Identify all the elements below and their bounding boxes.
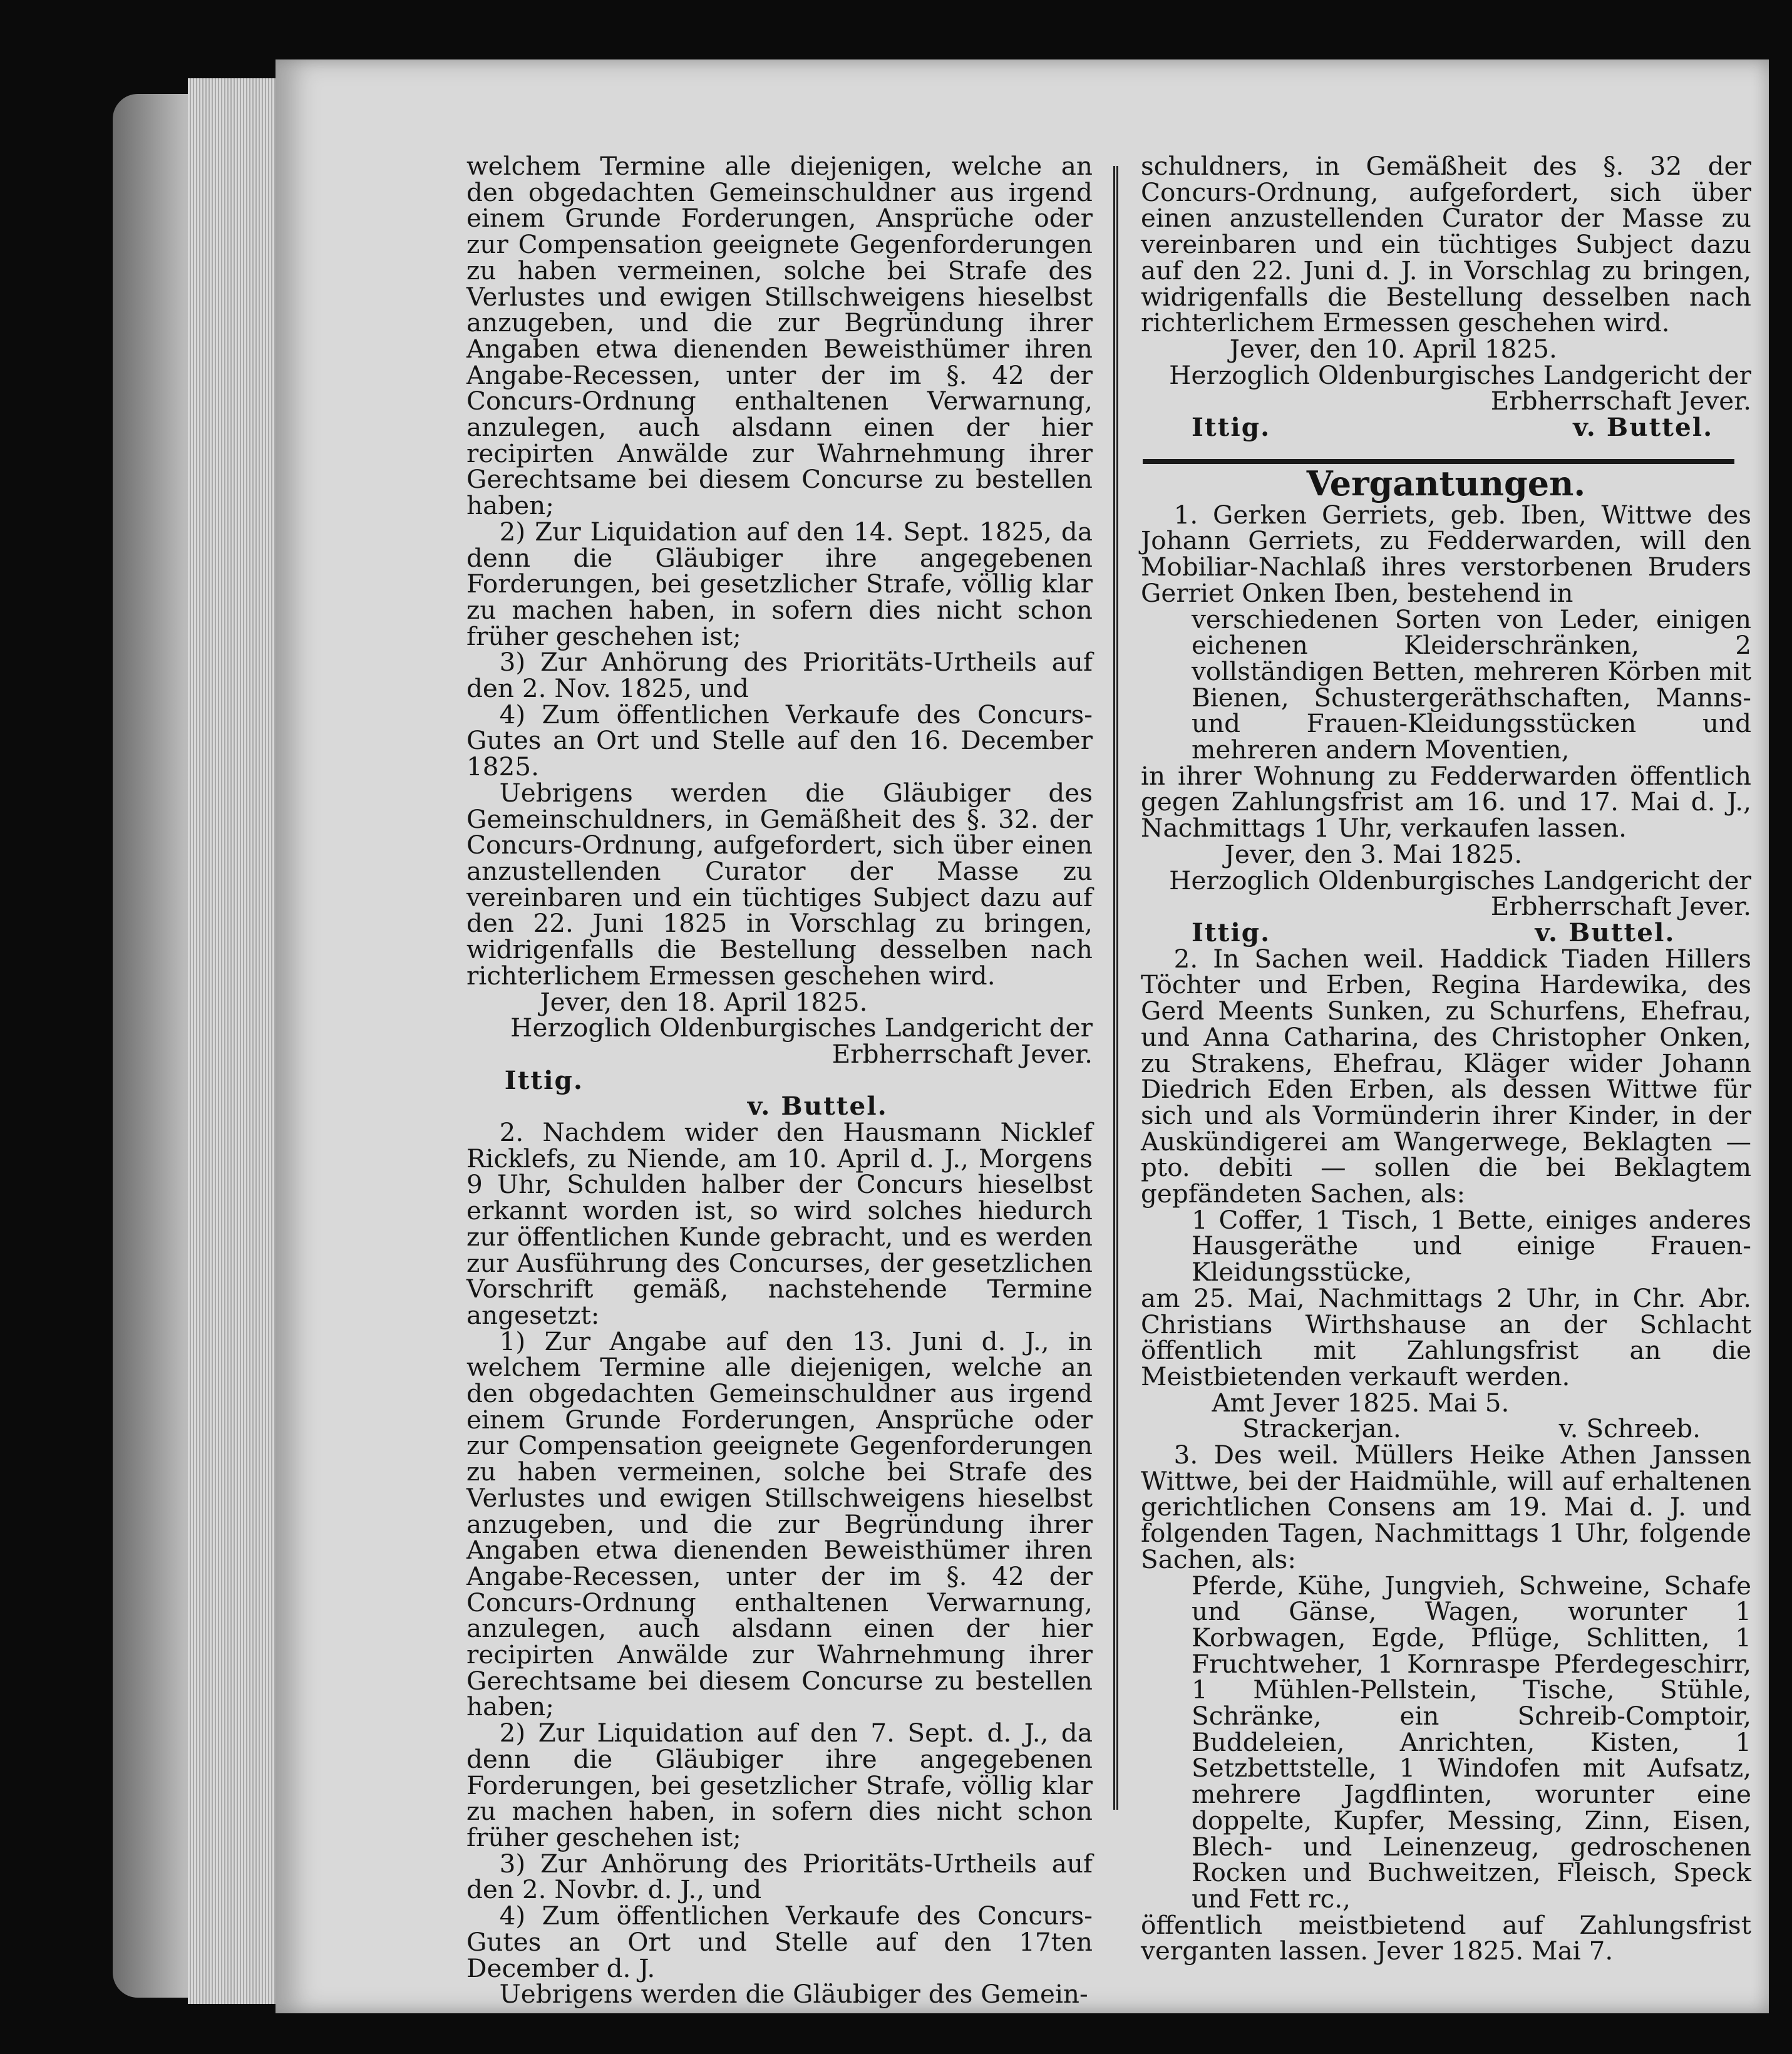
auction-1-signature-buttel: v. Buttel. <box>1535 917 1676 947</box>
left-item-4: 4) Zum öffentlichen Verkaufe des Concurs-Gutes an Ort und Stelle auf den 16. December 1825. <box>466 699 1093 782</box>
right-signatures-1 <box>1141 412 1751 443</box>
auction-1-court: Herzoglich Oldenburgisches Landgericht der Erbherrschaft Jever. <box>1169 865 1751 922</box>
auction-2-signatures <box>1141 1413 1751 1444</box>
auction-1-signatures <box>1141 917 1751 947</box>
auction-2-signature-strackerjan: Strackerjan. <box>1242 1413 1401 1444</box>
left-item-3: 3) Zur Anhörung des Prioritäts-Urtheils auf den 2. Nov. 1825, und <box>466 647 1093 704</box>
auction-2-signature-schreeb: v. Schreeb. <box>1558 1413 1701 1444</box>
right-date-1: Jever, den 10. April 1825. <box>1229 333 1557 364</box>
auction-1-end: in ihrer Wohnung zu Fedderwarden öffentlich gegen Zahlungsfrist am 16. und 17. Mai d. J., Nachmittags 1 Uhr, verkaufen lassen. <box>1141 760 1751 844</box>
auction-3-intro: 3. Des weil. Müllers Heike Athen Janssen Wittwe, bei der Haidmühle, will auf erhaltenen gerichtlichen Consens am 19. Mai d. J. und folgenden Tagen, Nachmittags 1 Uhr, folgende Sachen, als: <box>1141 1440 1751 1574</box>
left-column <box>466 153 1093 2008</box>
auction-1-intro: 1. Gerken Gerriets, geb. Iben, Wittwe des Johann Gerriets, zu Fedderwarden, will den Mobiliar-Nachlaß ihres verstorbenen Bruders Gerriet Onken Iben, bestehend in <box>1141 499 1751 608</box>
left-item-2: 2) Zur Liquidation auf den 14. Sept. 1825, da denn die Gläubiger ihre angegebenen Forderungen, bei gesetzlicher Strafe, völlig klar zu machen haben, in sofern dies nicht schon früher geschehen ist; <box>466 516 1093 651</box>
column-divider <box>1113 166 1118 1810</box>
auction-2-date: Amt Jever 1825. Mai 5. <box>1212 1387 1510 1418</box>
auction-1-items: verschiedenen Sorten von Leder, einigen eichenen Kleiderschränken, 2 vollständigen Betten, mehreren Körben mit Bienen, Schustergeräthschaften, Manns- und Frauen-Kleidungsstücken und mehreren andern Moventien, <box>1192 604 1751 765</box>
auction-1-signature-ittig: Ittig. <box>1192 917 1271 947</box>
auction-3-items: Pferde, Kühe, Jungvieh, Schweine, Schafe und Gänse, Wagen, worunter 1 Korbwagen, Egde, Pflüge, Schlitten, 1 Fruchtweher, 1 Kornraspe Pferdegeschirr, 1 Mühlen-Pellstein, Tische, Stühle, Schränke, ein Schreib-Comptoir, Buddeleien, Anrichten, Kisten, 1 Setzbettstelle, 1 Windofen mit Aufsatz, mehrere Jagdflinten, worunter eine doppelte, Kupfer, Messing, Zinn, Eisen, Blech- und Leinenzeug, gedroschenen Rocken und Buchweitzen, Fleisch, Speck und Fett rc., <box>1192 1570 1751 1914</box>
auction-2-end: am 25. Mai, Nachmittags 2 Uhr, in Chr. Abr. Christians Wirthshause an der Schlacht öffentlich mit Zahlungsfrist an die Meistbietenden verkauft werden. <box>1141 1282 1751 1391</box>
left-notice-2-item-3: 3) Zur Anhörung des Prioritäts-Urtheils auf den 2. Novbr. d. J., und <box>466 1848 1093 1905</box>
section-heading-vergantungen: Vergantungen. <box>1306 463 1586 503</box>
right-signature-buttel-1: v. Buttel. <box>1573 412 1714 443</box>
left-paragraph-remarks: Uebrigens werden die Gläubiger des Gemeinschuldners, in Gemäßheit des §. 32. der Concurs-Ordnung, aufgefordert, sich über einen anzustellenden Curator der Masse zu vereinbaren und ein tüchtiges Subject dazu auf den 22. Juni 1825 in Vorschlag zu bringen, widrigenfalls die Bestellung desselben nach richterlichem Ermessen geschehen wird. <box>466 777 1093 991</box>
left-notice-2-item-4: 4) Zum öffentlichen Verkaufe des Concurs-Gutes an Ort und Stelle auf den 17ten December d. J. <box>466 1901 1093 1983</box>
right-column <box>1141 153 1751 1964</box>
right-court-1: Herzoglich Oldenburgisches Landgericht der Erbherrschaft Jever. <box>1169 359 1751 416</box>
left-notice-2-intro: 2. Nachdem wider den Hausmann Nicklef Ricklefs, zu Niende, am 10. April d. J., Morgens 9 Uhr, Schulden halber der Concurs hieselbst erkannt worden ist, so wird solches hiedurch zur öffentlichen Kunde gebracht, und es werden zur Ausführung des Concurses, der gesetzlichen Vorschrift gemäß, nachstehende Termine angesetzt: <box>466 1117 1093 1330</box>
left-signature-ittig: Ittig. <box>504 1065 584 1095</box>
right-paragraph-1: schuldners, in Gemäßheit des §. 32 der Concurs-Ordnung, aufgefordert, sich über einen anzustellenden Curator der Masse zu vereinbaren und ein tüchtiges Subject dazu auf den 22. Juni d. J. in Vorschlag zu bringen, widrigenfalls die Bestellung desselben nach richterlichem Ermessen geschehen wird. <box>1141 151 1751 338</box>
left-paragraph-1: welchem Termine alle diejenigen, welche an den obgedachten Gemeinschuldner aus irgend einem Grunde Forderungen, Ansprüche oder zur Compensation geeignete Gegenforderungen zu haben vermeinen, solche bei Strafe des Verlustes und ewigen Stillschweigens hieselbst anzugeben, und die zur Begründung ihrer Angaben etwa dienenden Beweisthümer ihren Angabe-Recessen, unter der im §. 42 der Concurs-Ordnung enthaltenen Verwarnung, anzulegen, auch alsdann einen der hier recipirten Anwälde zur Wahrnehmung ihrer Gerechtsame bei diesem Concurse zu bestellen haben; <box>466 151 1093 521</box>
left-notice-2-remarks: Uebrigens werden die Gläubiger des Gemein- <box>499 1979 1088 2010</box>
left-signature-buttel: v. Buttel. <box>747 1091 888 1122</box>
right-signature-ittig-1: Ittig. <box>1192 412 1271 443</box>
page-stack-edges <box>188 78 288 2004</box>
left-court-1: Herzoglich Oldenburgisches Landgericht der Erbherrschaft Jever. <box>510 1013 1093 1069</box>
left-date-1: Jever, den 18. April 1825. <box>540 986 868 1017</box>
left-notice-2-item-1: 1) Zur Angabe auf den 13. Juni d. J., in welchem Termine alle diejenigen, welche an den obgedachten Gemeinschuldner aus irgend einem Grunde Forderungen, Ansprüche oder zur Compensation geeignete Gegenforderungen zu haben vermeinen, solche bei Strafe des Verlustes und ewigen Stillschweigens hieselbst anzugeben, und die zur Begründung ihrer Angaben etwa dienenden Beweisthümer ihren Angabe-Recessen, unter der im §. 42 der Concurs-Ordnung enthaltenen Verwarnung, anzulegen, auch alsdann einen der hier recipirten Anwälde zur Wahrnehmung ihrer Gerechtsame bei diesem Concurse zu bestellen haben; <box>466 1326 1093 1722</box>
auction-2-intro: 2. In Sachen weil. Haddick Tiaden Hillers Töchter und Erben, Regina Hardewika, des Gerd Meents Sunken, zu Schurfens, Ehefrau, und Anna Catharina, des Christopher Onken, zu Strakens, Ehefrau, Kläger wider Johann Diedrich Eden Erben, als dessen Wittwe für sich und als Vormünderin ihrer Kinder, in der Auskündigerei am Wangerwege, Beklagten — pto. debiti — sollen die bei Beklagtem gepfändeten Sachen, als: <box>1141 943 1751 1209</box>
auction-3-end: öffentlich meistbietend auf Zahlungsfrist verganten lassen. Jever 1825. Mai 7. <box>1141 1909 1751 1966</box>
left-notice-2-item-2: 2) Zur Liquidation auf den 7. Sept. d. J., da denn die Gläubiger ihre angegebenen Forderungen, bei gesetzlicher Strafe, völlig klar zu machen haben, in sofern dies nicht schon früher geschehen ist; <box>466 1718 1093 1852</box>
auction-2-items: 1 Coffer, 1 Tisch, 1 Bette, einiges anderes Hausgeräthe und einige Frauen-Kleidungsstücke, <box>1192 1204 1751 1288</box>
auction-1-date: Jever, den 3. Mai 1825. <box>1224 839 1523 869</box>
